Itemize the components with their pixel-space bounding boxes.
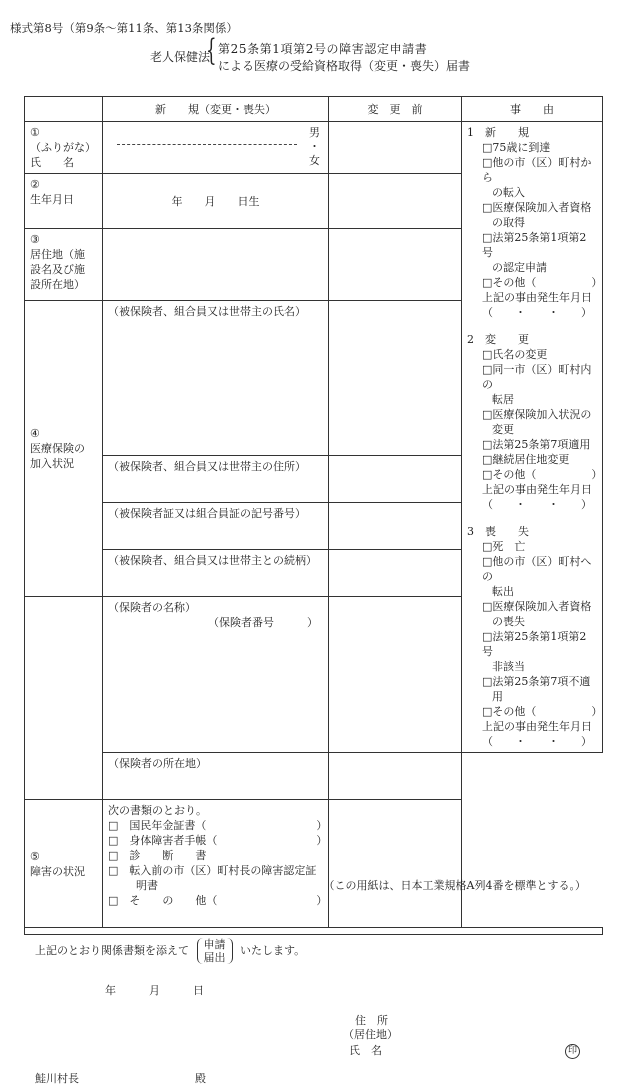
doc-checkbox[interactable]: □ そ の 他（ ） — [108, 894, 328, 907]
row-label-insurance: ④ 医療保険の 加入状況 — [25, 301, 103, 597]
row-label-birth: ② 生年月日 — [25, 174, 103, 229]
insurance-card-before-field[interactable] — [329, 503, 462, 550]
row-label-name: ① （ふりがな） 氏 名 — [25, 122, 103, 174]
reason-column: 1 新 規 □75歳に到達 □他の市（区）町村から の転入 □医療保険加入者資格 の取得 □法第25条第1項第2号 の認定申請 □その他（ ） 上記の事由発生年月日 （ ・ ・ ） 2 変 更 □氏名の変更 □同一市（区）町村内の 転居 □医療保険加入状況の 変更 □法第25条第7項適用 □継続居住地変更 □その他（ ） 上記の事由発生年月日 （ ・ ・ ） 3 喪 失 □死 亡 □他の市（区）町村への 転出 □医療保険加入者資格 の喪失 □法第25条第1項第2号 非該当 □法第25条第7項不適 用 □その他（ ） 上記の事由発生年月日 （ ・ ・ ） — [462, 122, 603, 753]
submission-date[interactable]: 年 月 日 — [105, 984, 204, 997]
insured-relation-before-field[interactable] — [329, 550, 462, 597]
form-title-line1: 第25条第1項第2号の障害認定申請書 — [218, 42, 428, 56]
seal-icon: 印 — [565, 1044, 580, 1059]
reason-date-field[interactable]: （ ・ ・ ） — [482, 306, 592, 319]
reason-checkbox[interactable]: □法第25条第7項適用 — [482, 438, 591, 451]
sex-selector[interactable]: 男 ・ 女 — [309, 126, 320, 167]
reason-checkbox[interactable]: □75歳に到達 — [482, 141, 551, 154]
reason-checkbox[interactable]: □法第25条第1項第2号 — [482, 231, 587, 259]
reason-checkbox[interactable]: □医療保険加入者資格 — [482, 600, 592, 613]
name-field[interactable] — [103, 122, 329, 174]
reason-checkbox[interactable]: □他の市（区）町村から — [482, 156, 592, 184]
recipient: 鮭川村長 — [35, 1072, 79, 1085]
furigana-divider — [117, 144, 297, 145]
insurer-address-before-field[interactable] — [329, 753, 462, 800]
paper-size-note: （この用紙は、日本工業規格A列4番を標準とする。） — [323, 879, 586, 892]
reason-checkbox[interactable]: □その他（ ） — [482, 468, 603, 481]
insurer-name-field[interactable]: （保険者の名称） （保険者番号 ） — [103, 597, 329, 753]
reason-checkbox[interactable]: □医療保険加入状況の — [482, 408, 592, 421]
reason-new-title: 1 新 規 — [467, 126, 529, 139]
reason-checkbox[interactable]: □その他（ ） — [482, 276, 603, 289]
brace-icon: { — [206, 33, 217, 68]
reason-checkbox[interactable]: □継続居住地変更 — [482, 453, 570, 466]
doc-checkbox[interactable]: □ 診 断 書 — [108, 849, 207, 862]
reason-checkbox[interactable]: □その他（ ） — [482, 705, 603, 718]
reason-checkbox[interactable]: □法第25条第1項第2号 — [482, 630, 587, 658]
insured-address-field[interactable]: （被保険者、組合員又は世帯主の住所） — [103, 456, 329, 503]
applicant-address-label: 住 所 — [355, 1014, 388, 1027]
insured-name-before-field[interactable] — [329, 301, 462, 456]
insured-name-field[interactable]: （被保険者、組合員又は世帯主の氏名） — [103, 301, 329, 456]
disability-before-field[interactable] — [329, 800, 462, 928]
application-form-table — [24, 96, 603, 1085]
address-field[interactable] — [103, 229, 329, 301]
reason-checkbox[interactable]: □死 亡 — [482, 540, 526, 553]
reason-checkbox[interactable]: □法第25条第7項不適 — [482, 675, 591, 688]
address-before-field[interactable] — [329, 229, 462, 301]
birth-before-field[interactable] — [329, 174, 462, 229]
form-number: 様式第8号（第9条〜第11条、第13条関係） — [10, 21, 238, 35]
submission-footer: 上記のとおり関係書類を添えて 申請 届出 いたします。 年 月 日 住 所 （居住地） 氏 名 印 鮭川村長 殿 — [25, 928, 603, 935]
reason-loss-title: 3 喪 失 — [467, 525, 529, 538]
reason-checkbox[interactable]: □氏名の変更 — [482, 348, 548, 361]
disability-docs: 次の書類のとおり。 □ 国民年金証書（ ） □ 身体障害者手帳（ ） □ 診 断 書 □ 転入前の市（区）町村長の障害認定証 明書 □ そ の 他（ ） — [103, 800, 329, 928]
doc-checkbox[interactable]: □ 転入前の市（区）町村長の障害認定証 — [108, 864, 317, 877]
applicant-name-label: 氏 名 — [349, 1044, 382, 1057]
applicant-residence-label: （居住地） — [343, 1028, 398, 1041]
row-label-address: ③ 居住地（施 設名及び施 設所在地） — [25, 229, 103, 301]
doc-checkbox[interactable]: □ 身体障害者手帳（ ） — [108, 834, 328, 847]
reason-change-title: 2 変 更 — [467, 333, 529, 346]
honorific: 殿 — [195, 1072, 206, 1085]
doc-checkbox[interactable]: □ 国民年金証書（ ） — [108, 819, 328, 832]
reason-checkbox[interactable]: □医療保険加入者資格 — [482, 201, 592, 214]
insurer-name-before-field[interactable] — [329, 597, 462, 753]
reason-checkbox[interactable]: □他の市（区）町村への — [482, 555, 592, 583]
insured-relation-field[interactable]: （被保険者、組合員又は世帯主との続柄） — [103, 550, 329, 597]
insurer-address-field[interactable]: （保険者の所在地） — [103, 753, 329, 800]
row-label-disability: ⑤ 障害の状況 — [25, 800, 103, 928]
column-header-new: 新 規（変更・喪失） — [103, 97, 329, 122]
reason-date-field[interactable]: （ ・ ・ ） — [482, 735, 592, 748]
law-name: 老人保健法 — [150, 50, 211, 64]
name-before-field[interactable] — [329, 122, 462, 174]
insured-address-before-field[interactable] — [329, 456, 462, 503]
header-blank — [25, 97, 103, 122]
submit-type-selector[interactable]: 申請 届出 — [197, 938, 233, 964]
birth-date-field[interactable]: 年 月 日生 — [103, 174, 329, 229]
column-header-reason: 事 由 — [462, 97, 603, 122]
reason-checkbox[interactable]: □同一市（区）町村内の — [482, 363, 592, 391]
form-title-line2: による医療の受給資格取得（変更・喪失）届書 — [218, 59, 471, 73]
insurance-card-number-field[interactable]: （被保険者証又は組合員証の記号番号） — [103, 503, 329, 550]
row-label-insurance-cont — [25, 597, 103, 800]
reason-date-field[interactable]: （ ・ ・ ） — [482, 498, 592, 511]
column-header-before: 変 更 前 — [329, 97, 462, 122]
